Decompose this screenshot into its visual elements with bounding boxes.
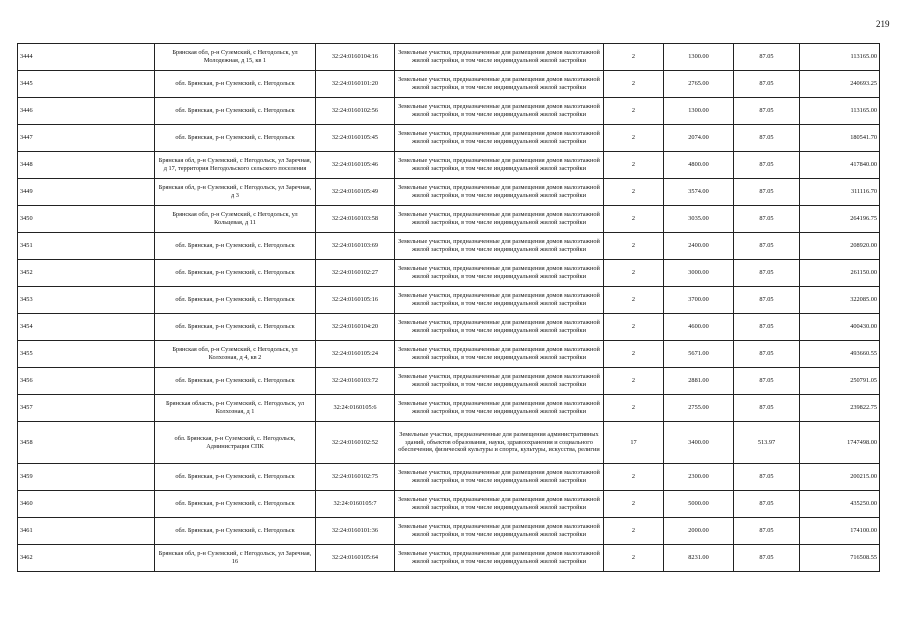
- area-cell: 2400.00: [664, 233, 734, 260]
- rate-cell: 87.05: [734, 206, 800, 233]
- table-row: [18, 125, 880, 152]
- cadastral-value-cell: 113165.00: [800, 44, 880, 71]
- category-code-cell: 2: [604, 179, 664, 206]
- row-number: 3462: [18, 545, 155, 572]
- area-cell: 2755.00: [664, 395, 734, 422]
- land-use-cell: Земельные участки, предназначенные для размещения домов малоэтажной жилой застройки, в том числе индивидуальной жилой застройки: [395, 287, 604, 314]
- rate-cell: 87.05: [734, 368, 800, 395]
- address-cell: обл. Брянская, р-н Суземский, с. Негодольск: [155, 233, 316, 260]
- table-row: [18, 233, 880, 260]
- cadastral-value-cell: 1747498.00: [800, 422, 880, 464]
- cadastral-number-cell: 32:24:0160103:58: [316, 206, 395, 233]
- category-code-cell: 2: [604, 206, 664, 233]
- cadastral-number-cell: 32:24:0160103:72: [316, 368, 395, 395]
- category-code-cell: 2: [604, 152, 664, 179]
- category-code-cell: 2: [604, 491, 664, 518]
- area-cell: 5671.00: [664, 341, 734, 368]
- cadastral-value-cell: 417840.00: [800, 152, 880, 179]
- row-number: 3453: [18, 287, 155, 314]
- row-number: 3448: [18, 152, 155, 179]
- land-use-cell: Земельные участки, предназначенные для размещения домов малоэтажной жилой застройки, в том числе индивидуальной жилой застройки: [395, 395, 604, 422]
- row-number: 3446: [18, 98, 155, 125]
- table-row: [18, 395, 880, 422]
- rate-cell: 87.05: [734, 395, 800, 422]
- cadastral-number-cell: 32:24:0160102:75: [316, 464, 395, 491]
- table-row: [18, 179, 880, 206]
- category-code-cell: 2: [604, 368, 664, 395]
- rate-cell: 87.05: [734, 545, 800, 572]
- area-cell: 8231.00: [664, 545, 734, 572]
- cadastral-number-cell: 32:24:0160105:64: [316, 545, 395, 572]
- cadastral-value-cell: 208920.00: [800, 233, 880, 260]
- cadastral-number-cell: 32:24:0160104:20: [316, 314, 395, 341]
- land-use-cell: Земельные участки, предназначенные для размещения домов малоэтажной жилой застройки, в том числе индивидуальной жилой застройки: [395, 125, 604, 152]
- table-row: [18, 464, 880, 491]
- table-row: [18, 71, 880, 98]
- category-code-cell: 2: [604, 341, 664, 368]
- cadastral-number-cell: 32:24:0160102:52: [316, 422, 395, 464]
- category-code-cell: 2: [604, 464, 664, 491]
- cadastral-value-cell: 261150.00: [800, 260, 880, 287]
- row-number: 3450: [18, 206, 155, 233]
- row-number: 3449: [18, 179, 155, 206]
- cadastral-number-cell: 32:24:0160105:49: [316, 179, 395, 206]
- category-code-cell: 2: [604, 125, 664, 152]
- cadastral-value-cell: 174100.00: [800, 518, 880, 545]
- table-row: [18, 545, 880, 572]
- area-cell: 5000.00: [664, 491, 734, 518]
- cadastral-value-cell: 716508.55: [800, 545, 880, 572]
- cadastral-number-cell: 32:24:0160101:20: [316, 71, 395, 98]
- area-cell: 3700.00: [664, 287, 734, 314]
- rate-cell: 87.05: [734, 341, 800, 368]
- row-number: 3444: [18, 44, 155, 71]
- land-use-cell: Земельные участки, предназначенные для размещения домов малоэтажной жилой застройки, в том числе индивидуальной жилой застройки: [395, 518, 604, 545]
- land-use-cell: Земельные участки, предназначенные для размещения домов малоэтажной жилой застройки, в том числе индивидуальной жилой застройки: [395, 71, 604, 98]
- address-cell: Брянская обл, р-н Суземский, с Негодольск, ул Кольцевая, д 11: [155, 206, 316, 233]
- category-code-cell: 2: [604, 233, 664, 260]
- table-body: [18, 44, 880, 572]
- address-cell: обл. Брянская, р-н Суземский, с. Негодольск: [155, 464, 316, 491]
- land-use-cell: Земельные участки, предназначенные для размещения домов малоэтажной жилой застройки, в том числе индивидуальной жилой застройки: [395, 491, 604, 518]
- row-number: 3447: [18, 125, 155, 152]
- address-cell: обл. Брянская, р-н Суземский, с. Негодольск: [155, 260, 316, 287]
- table-row: [18, 206, 880, 233]
- land-use-cell: Земельные участки, предназначенные для размещения домов малоэтажной жилой застройки, в том числе индивидуальной жилой застройки: [395, 314, 604, 341]
- area-cell: 1300.00: [664, 44, 734, 71]
- area-cell: 4800.00: [664, 152, 734, 179]
- rate-cell: 87.05: [734, 44, 800, 71]
- cadastral-value-cell: 113165.00: [800, 98, 880, 125]
- address-cell: обл. Брянская, р-н Суземский, с. Негодольск: [155, 71, 316, 98]
- table-row: [18, 152, 880, 179]
- rate-cell: 87.05: [734, 491, 800, 518]
- land-use-cell: Земельные участки, предназначенные для размещения домов малоэтажной жилой застройки, в том числе индивидуальной жилой застройки: [395, 464, 604, 491]
- category-code-cell: 2: [604, 395, 664, 422]
- rate-cell: 87.05: [734, 314, 800, 341]
- table-row: [18, 491, 880, 518]
- address-cell: Брянская область, р-н Суземский, с. Негодольск, ул Колхозная, д 1: [155, 395, 316, 422]
- cadastral-number-cell: 32:24:0160105:6: [316, 395, 395, 422]
- land-use-cell: Земельные участки, предназначенные для размещения домов малоэтажной жилой застройки, в том числе индивидуальной жилой застройки: [395, 233, 604, 260]
- category-code-cell: 2: [604, 314, 664, 341]
- cadastral-value-cell: 250791.05: [800, 368, 880, 395]
- category-code-cell: 2: [604, 98, 664, 125]
- address-cell: обл. Брянская, р-н Суземский, с. Негодольск: [155, 518, 316, 545]
- address-cell: обл. Брянская, р-н Суземский, с. Негодольск: [155, 287, 316, 314]
- land-use-cell: Земельные участки, предназначенные для размещения домов малоэтажной жилой застройки, в том числе индивидуальной жилой застройки: [395, 368, 604, 395]
- rate-cell: 87.05: [734, 71, 800, 98]
- land-registry-table: [17, 43, 880, 572]
- land-use-cell: Земельные участки, предназначенные для размещения домов малоэтажной жилой застройки, в том числе индивидуальной жилой застройки: [395, 44, 604, 71]
- cadastral-value-cell: 493660.55: [800, 341, 880, 368]
- row-number: 3445: [18, 71, 155, 98]
- row-number: 3460: [18, 491, 155, 518]
- address-cell: обл. Брянская, р-н Суземский, с. Негодольск: [155, 98, 316, 125]
- category-code-cell: 2: [604, 545, 664, 572]
- table-row: [18, 518, 880, 545]
- cadastral-number-cell: 32:24:0160101:36: [316, 518, 395, 545]
- table-row: [18, 44, 880, 71]
- row-number: 3461: [18, 518, 155, 545]
- table-row: [18, 287, 880, 314]
- rate-cell: 87.05: [734, 233, 800, 260]
- cadastral-number-cell: 32:24:0160102:56: [316, 98, 395, 125]
- cadastral-number-cell: 32:24:0160105:24: [316, 341, 395, 368]
- land-use-cell: Земельные участки, предназначенные для размещения административных зданий, объектов образования, науки, здравоохранения и социального обеспечения, физической культуры и спорта, культуры, искусства, религии: [395, 422, 604, 464]
- row-number: 3454: [18, 314, 155, 341]
- area-cell: 2000.00: [664, 518, 734, 545]
- cadastral-number-cell: 32:24:0160105:46: [316, 152, 395, 179]
- area-cell: 4600.00: [664, 314, 734, 341]
- land-use-cell: Земельные участки, предназначенные для размещения домов малоэтажной жилой застройки, в том числе индивидуальной жилой застройки: [395, 206, 604, 233]
- address-cell: Брянская обл, р-н Суземский, с Негодольск, ул Заречная, 16: [155, 545, 316, 572]
- area-cell: 3400.00: [664, 422, 734, 464]
- row-number: 3455: [18, 341, 155, 368]
- address-cell: Брянская обл, р-н Суземский, с Негодольск, ул Молодежная, д 15, кв 1: [155, 44, 316, 71]
- row-number: 3459: [18, 464, 155, 491]
- rate-cell: 87.05: [734, 98, 800, 125]
- cadastral-value-cell: 240693.25: [800, 71, 880, 98]
- rate-cell: 87.05: [734, 179, 800, 206]
- category-code-cell: 2: [604, 71, 664, 98]
- category-code-cell: 2: [604, 287, 664, 314]
- cadastral-value-cell: 264196.75: [800, 206, 880, 233]
- category-code-cell: 2: [604, 260, 664, 287]
- rate-cell: 87.05: [734, 464, 800, 491]
- cadastral-value-cell: 239822.75: [800, 395, 880, 422]
- rate-cell: 87.05: [734, 152, 800, 179]
- area-cell: 3574.00: [664, 179, 734, 206]
- page-number: 219: [876, 19, 890, 29]
- address-cell: обл. Брянская, р-н Суземский, с. Негодольск, Администрация СПК: [155, 422, 316, 464]
- address-cell: обл. Брянская, р-н Суземский, с. Негодольск: [155, 125, 316, 152]
- land-use-cell: Земельные участки, предназначенные для размещения домов малоэтажной жилой застройки, в том числе индивидуальной жилой застройки: [395, 152, 604, 179]
- rate-cell: 87.05: [734, 287, 800, 314]
- area-cell: 2300.00: [664, 464, 734, 491]
- category-code-cell: 2: [604, 518, 664, 545]
- row-number: 3458: [18, 422, 155, 464]
- cadastral-number-cell: 32:24:0160103:69: [316, 233, 395, 260]
- cadastral-number-cell: 32:24:0160105:7: [316, 491, 395, 518]
- rate-cell: 513.97: [734, 422, 800, 464]
- cadastral-value-cell: 400430.00: [800, 314, 880, 341]
- row-number: 3457: [18, 395, 155, 422]
- address-cell: обл. Брянская, р-н Суземский, с. Негодольск: [155, 491, 316, 518]
- row-number: 3456: [18, 368, 155, 395]
- address-cell: Брянская обл, р-н Суземский, с Негодольск, ул Заречная, д 3: [155, 179, 316, 206]
- table-row: [18, 98, 880, 125]
- cadastral-value-cell: 200215.00: [800, 464, 880, 491]
- area-cell: 3035.00: [664, 206, 734, 233]
- address-cell: обл. Брянская, р-н Суземский, с. Негодольск: [155, 314, 316, 341]
- land-use-cell: Земельные участки, предназначенные для размещения домов малоэтажной жилой застройки, в том числе индивидуальной жилой застройки: [395, 545, 604, 572]
- area-cell: 1300.00: [664, 98, 734, 125]
- category-code-cell: 17: [604, 422, 664, 464]
- rate-cell: 87.05: [734, 125, 800, 152]
- land-use-cell: Земельные участки, предназначенные для размещения домов малоэтажной жилой застройки, в том числе индивидуальной жилой застройки: [395, 98, 604, 125]
- cadastral-number-cell: 32:24:0160105:45: [316, 125, 395, 152]
- cadastral-value-cell: 311116.70: [800, 179, 880, 206]
- table-row: [18, 260, 880, 287]
- address-cell: Брянская обл, р-н Суземский, с Негодольск, ул Колхозная, д 4, кв 2: [155, 341, 316, 368]
- area-cell: 3000.00: [664, 260, 734, 287]
- cadastral-value-cell: 322085.00: [800, 287, 880, 314]
- address-cell: Брянская обл, р-н Суземский, с Негодольск, ул Заречная, д 17, территория Негодольского сельского поселения: [155, 152, 316, 179]
- cadastral-number-cell: 32:24:0160104:16: [316, 44, 395, 71]
- rate-cell: 87.05: [734, 518, 800, 545]
- rate-cell: 87.05: [734, 260, 800, 287]
- area-cell: 2765.00: [664, 71, 734, 98]
- table-row: [18, 368, 880, 395]
- row-number: 3452: [18, 260, 155, 287]
- cadastral-number-cell: 32:24:0160102:27: [316, 260, 395, 287]
- area-cell: 2074.00: [664, 125, 734, 152]
- table-row: [18, 422, 880, 464]
- category-code-cell: 2: [604, 44, 664, 71]
- land-use-cell: Земельные участки, предназначенные для размещения домов малоэтажной жилой застройки, в том числе индивидуальной жилой застройки: [395, 341, 604, 368]
- cadastral-number-cell: 32:24:0160105:16: [316, 287, 395, 314]
- table-row: [18, 314, 880, 341]
- table-row: [18, 341, 880, 368]
- cadastral-value-cell: 435250.00: [800, 491, 880, 518]
- land-use-cell: Земельные участки, предназначенные для размещения домов малоэтажной жилой застройки, в том числе индивидуальной жилой застройки: [395, 260, 604, 287]
- cadastral-value-cell: 180541.70: [800, 125, 880, 152]
- area-cell: 2881.00: [664, 368, 734, 395]
- land-use-cell: Земельные участки, предназначенные для размещения домов малоэтажной жилой застройки, в том числе индивидуальной жилой застройки: [395, 179, 604, 206]
- row-number: 3451: [18, 233, 155, 260]
- address-cell: обл. Брянская, р-н Суземский, с. Негодольск: [155, 368, 316, 395]
